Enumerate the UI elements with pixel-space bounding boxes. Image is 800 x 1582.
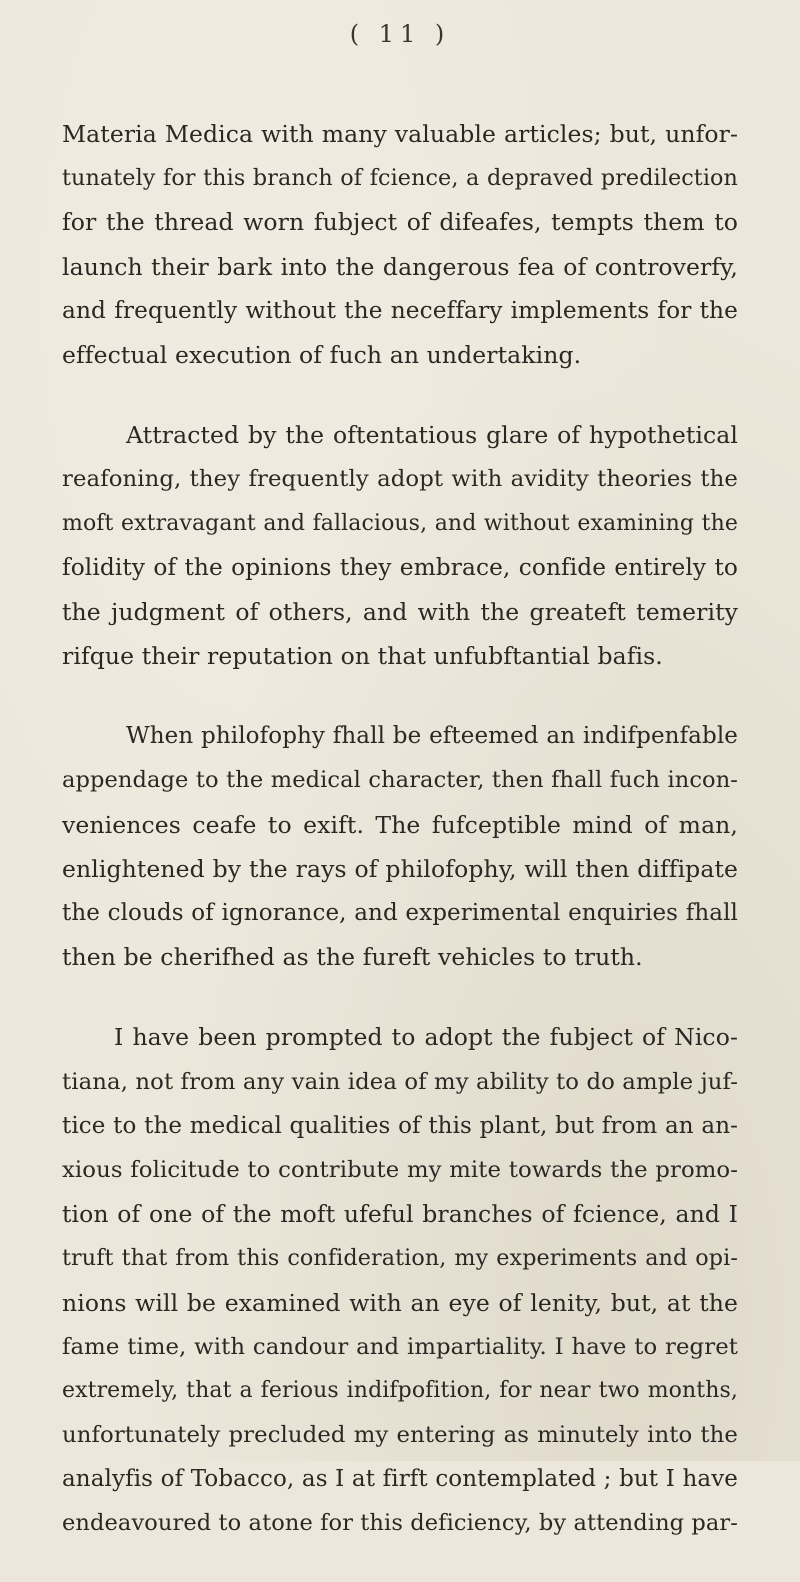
text-line: When philofophy fhall be efteemed an indifpenfable: [126, 723, 738, 750]
text-line: truft that from this confideration, my experiments and opi-: [62, 1245, 738, 1272]
text-line: and frequently without the neceffary implements for the: [62, 296, 738, 324]
text-line: analyfis of Tobacco, as I at firft contemplated ; but I have: [62, 1466, 738, 1493]
text-line: for the thread worn fubject of difeafes, tempts them to: [62, 208, 738, 237]
page-number: ( 11 ): [349, 20, 451, 48]
text-line: unfortunately precluded my entering as minutely into the: [62, 1422, 738, 1449]
text-line: veniences ceafe to exift. The fufceptible mind of man,: [62, 810, 738, 839]
text-line: moft extravagant and fallacious, and without examining the: [62, 510, 738, 536]
text-line: Materia Medica with many valuable articles; but, unfor-: [62, 120, 738, 148]
text-line: folidity of the opinions they embrace, confide entirely to: [62, 553, 738, 581]
text-line: effectual execution of fuch an undertaking.: [62, 340, 582, 369]
paragraph-1: [62, 112, 738, 377]
text-line: tunately for this branch of fcience, a depraved predilection: [62, 165, 738, 192]
text-line: Attracted by the oftentatious glare of hypothetical: [126, 421, 738, 450]
text-line: rifque their reputation on that unfubftantial bafis.: [62, 642, 663, 671]
text-line: the judgment of others, and with the greateft temerity: [62, 597, 738, 626]
paragraph-2: [62, 413, 738, 678]
paragraph-4: [62, 1015, 738, 1545]
text-line: endeavoured to atone for this deficiency, by attending par-: [62, 1510, 738, 1537]
text-line: tiana, not from any vain idea of my ability to do ample juf-: [62, 1068, 738, 1095]
text-line: the clouds of ignorance, and experimental enquiries fhall: [62, 900, 738, 926]
text-line: fame time, with candour and impartiality. I have to regret: [62, 1333, 738, 1360]
text-line: nions will be examined with an eye of lenity, but, at the: [62, 1288, 738, 1317]
text-line: enlightened by the rays of philofophy, will then diffipate: [62, 854, 738, 883]
text-line: tion of one of the moft ufeful branches of fcience, and I: [62, 1200, 738, 1229]
text-line: xious folicitude to contribute my mite towards the promo-: [62, 1156, 738, 1183]
text-line: extremely, that a ferious indifpofition, for near two months,: [62, 1377, 738, 1403]
text-line: I have been prompted to adopt the fubject of Nico-: [114, 1023, 738, 1052]
text-line: tice to the medical qualities of this plant, but from an an-: [62, 1112, 738, 1139]
text-line: appendage to the medical character, then fhall fuch incon-: [62, 767, 738, 794]
text-line: reafoning, they frequently adopt with avidity theories the: [62, 466, 738, 493]
paragraph-3: [62, 714, 738, 979]
text-line: launch their bark into the dangerous fea of controverfy,: [62, 252, 738, 281]
text-line: then be cherifhed as the fureft vehicles to truth.: [62, 943, 643, 972]
body-text: [62, 112, 738, 1582]
